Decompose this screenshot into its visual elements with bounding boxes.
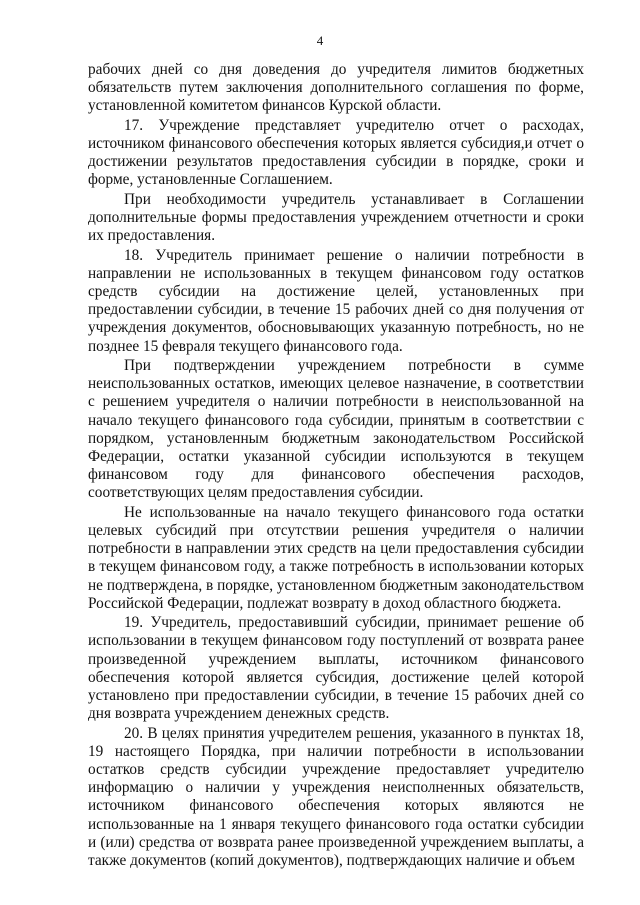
- paragraph-item-17-extra: При необходимости учредитель устанавливает в Соглашении дополнительные формы предоставления учреждением отчетности и сроки их предоставления.: [88, 190, 584, 245]
- paragraph-continuation: рабочих дней со дня доведения до учредителя лимитов бюджетных обязательств путем заключения дополнительного соглашения по форме, установленной комитетом финансов Курской области.: [88, 61, 584, 115]
- page-number: 4: [316, 33, 324, 48]
- paragraph-item-20: 20. В целях принятия учредителем решения, указанного в пунктах 18, 19 настоящего Порядка, при наличии потребности в использовании остатков средств субсидии учреждение предоставляет учредителю информацию о наличии у учреждения неисполненных обязательств, источником финансового обеспечения которых являются не использованные на 1 января текущего финансового года остатки субсидии и (или) средства от возврата ранее произведенной учреждением выплаты, а также документов (копий документов), подтверждающих наличие и объем: [88, 724, 584, 870]
- paragraph-item-19: 19. Учредитель, предоставивший субсидии, принимает решение об использовании в текущем финансовом году поступлений от возврата ранее произведенной учреждением выплаты, источником финансового обеспечения которой является субсидия, достижение целей которой установлено при предоставлении субсидии, в течение 15 рабочих дней со дня возврата учреждением денежных средств.: [88, 614, 584, 723]
- document-body: [88, 61, 584, 871]
- paragraph-item-18-return: Не использованные на начало текущего финансового года остатки целевых субсидий при отсутствии решения учредителя о наличии потребности в направлении этих средств на цели предоставления субсидии в текущем финансовом году, а также потребность в использовании которых не подтверждена, в порядке, установленном бюджетным законодательством Российской Федерации, подлежат возврату в доход областного бюджета.: [88, 503, 584, 612]
- paragraph-item-18-confirm: При подтверждении учреждением потребности в сумме неиспользованных остатков, имеющих целевое назначение, в соответствии с решением учредителя о наличии потребности в неиспользованной на начало текущего финансового года субсидии, принятым в соответствии с порядком, установленным бюджетным законодательством Российской Федерации, остатки указанной субсидии используются в текущем финансовом году для финансового обеспечения расходов, соответствующих целям предоставления субсидии.: [88, 357, 584, 502]
- paragraph-item-17: 17. Учреждение представляет учредителю отчет о расходах, источником финансового обеспечения которых является субсидия,и отчет о достижении результатов предоставления субсидии в порядке, сроки и форме, установленные Соглашением.: [88, 116, 584, 189]
- paragraph-item-18: 18. Учредитель принимает решение о наличии потребности в направлении не использованных в текущем финансовом году остатков средств субсидии на достижение целей, установленных при предоставлении субсидии, в течение 15 рабочих дней со дня получения от учреждения документов, обосновывающих указанную потребность, но не позднее 15 февраля текущего финансового года.: [88, 246, 584, 355]
